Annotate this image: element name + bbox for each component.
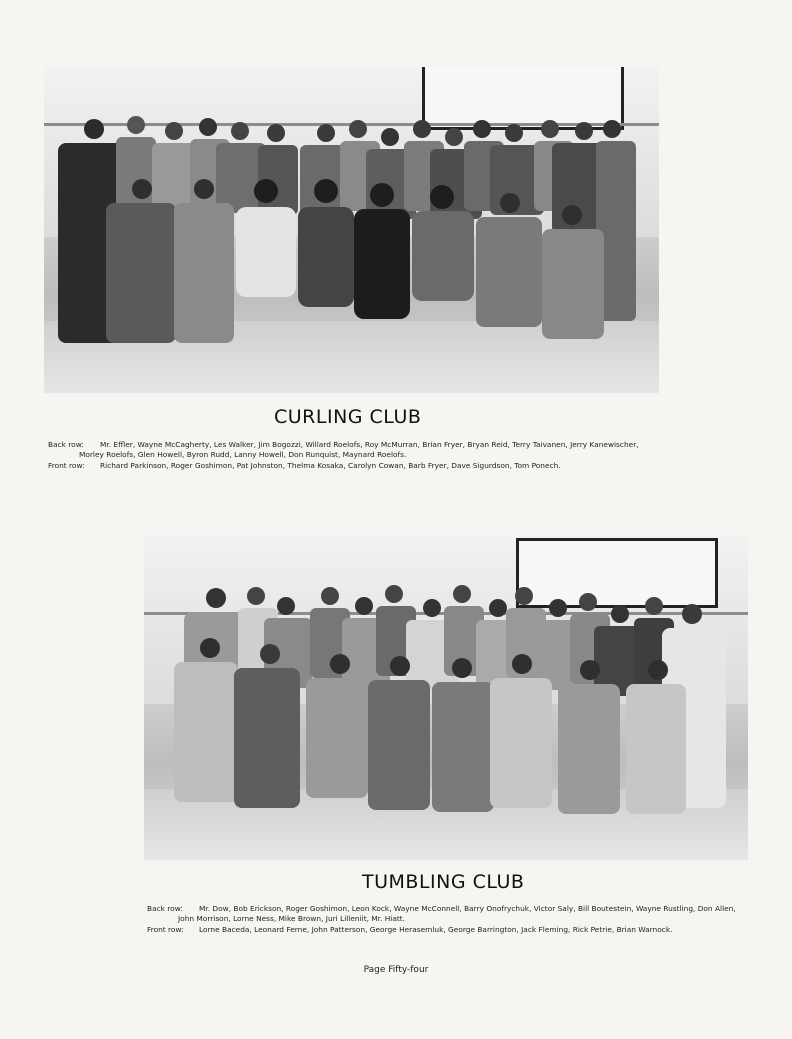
curling-club-title: CURLING CLUB: [274, 406, 422, 428]
tumbling-back-row: [147, 904, 752, 924]
curling-back-row: [48, 440, 658, 460]
tumbling-group-figures: [144, 536, 748, 860]
tumbling-club-photo: [144, 536, 748, 860]
tumbling-front-row-names: Lorne Baceda, Leonard Ferne, John Patterson, George Herasemluk, George Barrington, Jack Fleming, Rick Petrie, Brian Warnock.: [199, 925, 673, 935]
tumbling-club-title: TUMBLING CLUB: [362, 871, 525, 893]
tumbling-front-row: [147, 925, 752, 935]
curling-group-figures: [44, 67, 659, 393]
tumbling-back-row-names: Mr. Dow, Bob Erickson, Roger Goshimon, Leon Kock, Wayne McConnell, Barry Onofrychuk, Victor Saly, Bill Boutestein, Wayne Rustling, Don Allen, John Morrison, Lorne Ness, Mike Brown, Juri Lilleniit, Mr. Hiatt.: [178, 904, 736, 924]
curling-front-row-names: Richard Parkinson, Roger Goshimon, Pat Johnston, Thelma Kosaka, Carolyn Cowan, Barb Fryer, Dave Sigurdson, Tom Ponech.: [100, 461, 561, 471]
curling-back-row-names: Mr. Effler, Wayne McCagherty, Les Walker, Jim Bogozzi, Willard Roelofs, Roy McMurran, Brian Fryer, Bryan Reid, Terry Taivanen, Jerry Kanewischer, Morley Roelofs, Glen Howell, Byron Rudd, Lanny Howell, Don Runquist, Maynard Roelofs.: [79, 440, 639, 460]
front-row-label: Front row:: [147, 925, 184, 935]
back-row-label: Back row:: [147, 904, 183, 913]
curling-front-row: [48, 461, 658, 471]
page-number: Page Fifty-four: [363, 965, 429, 975]
tumbling-club-caption: [147, 904, 752, 937]
back-row-label: Back row:: [48, 440, 84, 449]
front-row-label: Front row:: [48, 461, 85, 471]
curling-club-photo: [44, 67, 659, 393]
curling-club-caption: [48, 440, 658, 473]
